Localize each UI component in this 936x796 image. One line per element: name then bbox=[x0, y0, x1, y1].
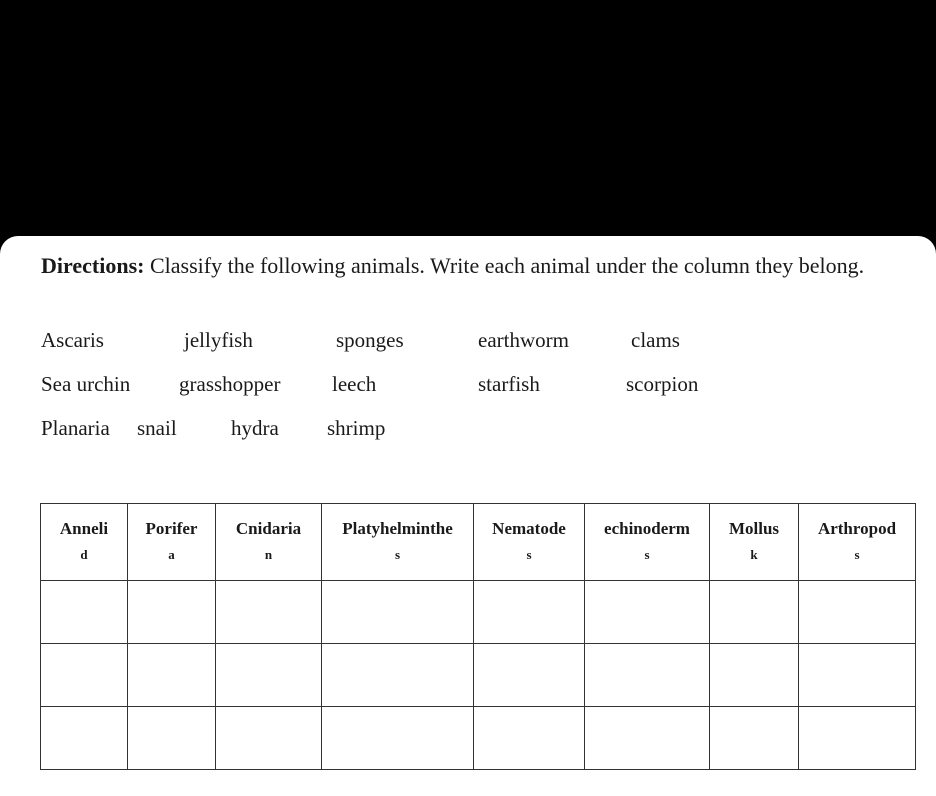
header-cnidarian: Cnidaria n bbox=[216, 504, 322, 581]
answer-cell[interactable] bbox=[585, 644, 710, 707]
classification-table bbox=[40, 503, 916, 770]
table-row bbox=[41, 581, 916, 644]
answer-cell[interactable] bbox=[710, 581, 799, 644]
answer-cell[interactable] bbox=[216, 644, 322, 707]
answer-cell[interactable] bbox=[41, 644, 128, 707]
directions-text: Classify the following animals. Write each animal under the column they belong. bbox=[144, 253, 865, 278]
header-arthropods: Arthropod s bbox=[799, 504, 916, 581]
word-starfish: starfish bbox=[478, 372, 540, 396]
word-snail: snail bbox=[137, 416, 177, 440]
answer-cell[interactable] bbox=[710, 707, 799, 770]
answer-cell[interactable] bbox=[216, 581, 322, 644]
answer-cell[interactable] bbox=[322, 644, 474, 707]
answer-cell[interactable] bbox=[322, 707, 474, 770]
word-leech: leech bbox=[332, 372, 377, 396]
word-shrimp: shrimp bbox=[327, 416, 386, 440]
answer-cell[interactable] bbox=[710, 644, 799, 707]
header-mollusk: Mollus k bbox=[710, 504, 799, 581]
word-planaria: Planaria bbox=[41, 416, 110, 440]
answer-cell[interactable] bbox=[41, 581, 128, 644]
answer-cell[interactable] bbox=[474, 707, 585, 770]
word-hydra: hydra bbox=[231, 416, 279, 440]
answer-cell[interactable] bbox=[322, 581, 474, 644]
header-echinoderms: echinoderm s bbox=[585, 504, 710, 581]
word-earthworm: earthworm bbox=[478, 328, 569, 352]
table-row bbox=[41, 644, 916, 707]
word-clams: clams bbox=[631, 328, 680, 352]
word-grasshopper: grasshopper bbox=[179, 372, 281, 396]
answer-cell[interactable] bbox=[585, 707, 710, 770]
word-jellyfish: jellyfish bbox=[184, 328, 253, 352]
top-black-band bbox=[0, 0, 936, 236]
word-scorpion: scorpion bbox=[626, 372, 699, 396]
answer-cell[interactable] bbox=[128, 581, 216, 644]
answer-cell[interactable] bbox=[128, 644, 216, 707]
answer-cell[interactable] bbox=[474, 581, 585, 644]
word-ascaris: Ascaris bbox=[41, 328, 104, 352]
answer-cell[interactable] bbox=[799, 581, 916, 644]
word-sea-urchin: Sea urchin bbox=[41, 372, 131, 396]
worksheet bbox=[0, 236, 936, 796]
answer-cell[interactable] bbox=[799, 707, 916, 770]
table-row bbox=[41, 707, 916, 770]
answer-cell[interactable] bbox=[41, 707, 128, 770]
header-nematodes: Nematode s bbox=[474, 504, 585, 581]
header-porifera: Porifer a bbox=[128, 504, 216, 581]
answer-cell[interactable] bbox=[216, 707, 322, 770]
answer-cell[interactable] bbox=[474, 644, 585, 707]
header-row bbox=[41, 504, 916, 581]
word-sponges: sponges bbox=[336, 328, 404, 352]
answer-cell[interactable] bbox=[128, 707, 216, 770]
directions-label: Directions: bbox=[41, 253, 145, 278]
directions-paragraph bbox=[41, 250, 914, 281]
answer-cell[interactable] bbox=[585, 581, 710, 644]
answer-cell[interactable] bbox=[799, 644, 916, 707]
header-platyhelminthes: Platyhelminthe s bbox=[322, 504, 474, 581]
header-annelid: Anneli d bbox=[41, 504, 128, 581]
